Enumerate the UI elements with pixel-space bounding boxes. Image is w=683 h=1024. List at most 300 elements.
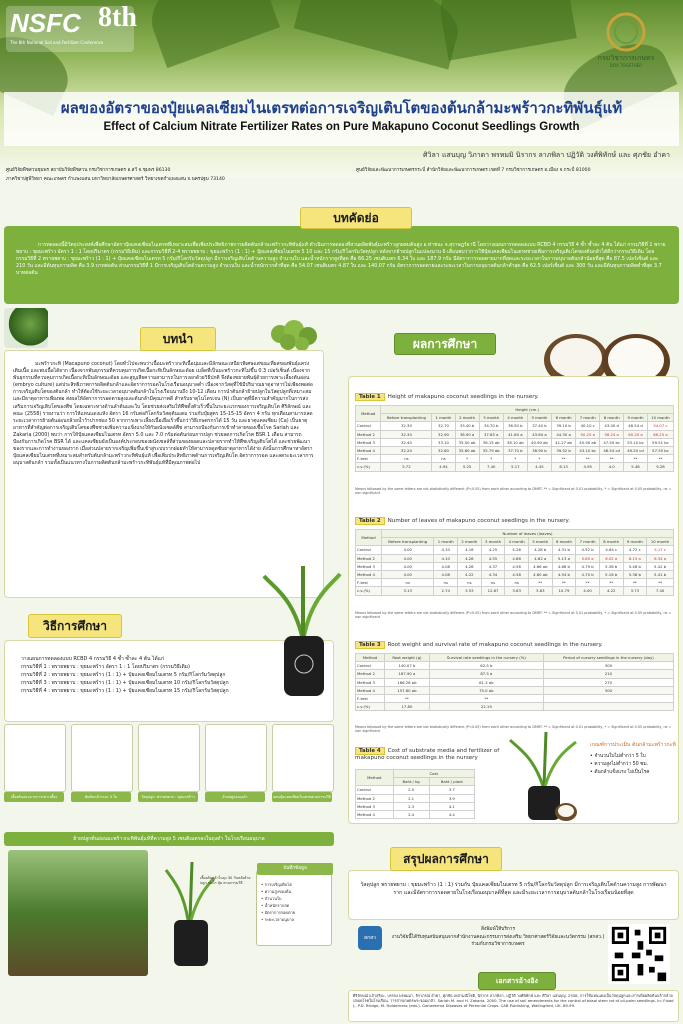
table-row [356,686,674,694]
coconut-cluster-photo [266,306,322,352]
table-cell: 41.80 a [503,430,527,438]
table-row [356,562,674,570]
table4-label [355,747,515,761]
table-cell: 4.66 b [552,562,576,570]
col-header: 1 month [434,538,458,546]
table-row [356,587,674,595]
doa-name: กรมวิชาการเกษตร [597,54,655,62]
nursery-photo [8,850,148,976]
col-header: 3 month [481,538,505,546]
table-cell: 32.80 [432,447,455,455]
row-header: Method 3 [356,438,381,446]
sponsor-line1: สิ่งพิมพ์ให้บริการ [480,927,516,932]
table-cell: 4.56 [505,562,529,570]
table-cell [543,703,673,711]
table1-tag: Table 1 [355,393,385,401]
col-header: Period of nursery seedlings in the nursery (day) [543,654,673,662]
table3-label [355,641,603,649]
table-cell: 66.25 a [647,430,673,438]
table-cell: 4.54 b [552,571,576,579]
table-cell: 6.34 a [647,554,674,562]
doa-logo-icon [588,10,664,70]
table-cell: 4.28 b [528,546,552,554]
table-cell: 4.10 [434,554,458,562]
table-cell: 5.17 [503,463,527,471]
row-header: Method 3 [356,562,382,570]
row-header: c.v.(%) [356,587,382,595]
step-caption-2: วัสดุปลูก: พรายพยาบ : ขุยมะพร้าว [138,792,198,802]
col-header: 7 month [576,538,600,546]
table-cell: 2.74 [434,587,458,595]
table-cell: 5.60 a [576,554,600,562]
row-header: Method 4 [356,447,381,455]
table-cell: 6.02 a [599,554,623,562]
col-header: Survival rate seedlings in the nursery (%) [429,654,543,662]
table-cell: 4.08 [434,571,458,579]
table-cell: 4.79 b [576,562,600,570]
sample-note: เลี้ยงต้นกล้าในถุง 30 วันหลังย้ายปลูก รดน้ำ ปุ๋ย ตามกรรมวิธี [200,876,251,885]
table-cell: 60.20 a [624,430,648,438]
row-header: Method 2 [356,670,385,678]
seedling-sample-photo [158,850,248,970]
table-cell: 41.27 ab [552,438,576,446]
seedling-bag-photo [262,556,342,706]
table1 [355,405,674,472]
table-cell: 4.95 [576,463,600,471]
table-cell: 32.30 [381,430,432,438]
quality-criteria [590,742,678,822]
col-header: 6 month [552,414,576,422]
table-cell: 54.07 c [647,422,673,430]
table-cell: 5.13 a [552,554,576,562]
table-cell: 49.20 cd [624,447,648,455]
table2-tag: Table 2 [355,517,385,525]
table-cell: 4.72 c [623,546,647,554]
table-cell: 32.20 [381,447,432,455]
table-cell: 2.4 [393,811,429,819]
affiliation-1: ศูนย์วิจัยพืชสวนชุมพร สถาบันวิจัยพืชสวน กรมวิชาการเกษตร อ.สวี จ.ชุมพร 86130 [6,168,171,173]
table-cell: 62.5 b [429,662,543,670]
table-cell: ns [505,579,529,587]
step-photo-4 [272,724,334,792]
table-cell: 3.13 [382,587,434,595]
table-cell: 4.00 [382,562,434,570]
step-photo-3 [205,724,267,792]
quality-title: เกณฑ์การประเมิน ต้นกล้ามะพร้าวกะทิ [590,742,676,748]
table-cell: ns [458,579,482,587]
row-header: Method 4 [356,571,382,579]
table-cell: 2.0 [393,786,429,794]
title-thai: ผลของอัตราของปุ๋ยแคลเซียมไนเตรทต่อการเจริญเติบโตของต้นกล้ามะพร้าวกะทิพันธุ์แท้ [60,99,623,117]
table-cell: ** [647,455,673,463]
table-cell: 4.64 c [599,546,623,554]
row-header: Method 4 [356,811,394,819]
col-header: 10 month [647,414,673,422]
summary-box [348,870,679,920]
table-cell: 33.10 [432,438,455,446]
nsfc-logo-text: NSFC [10,8,81,38]
table-cell: 17.80 [385,703,430,711]
table-cell: 5.38 b [623,571,647,579]
step-caption-4: ผสมปุ๋ยแคลเซียมไนเตรทตามกรรมวิธี [272,792,332,802]
row-header: Control [356,422,381,430]
table3-note: Means followed by the same letters are not statistically different (P<0.05) from each other according to DMRT. ** = Significant at 0.01 probability, * = Significant at 0.05 probability, ns = non significant [355,725,672,733]
table-row [356,463,674,471]
row-header: Method 2 [356,430,381,438]
table-cell: 3.53 [458,587,482,595]
table-row [356,695,674,703]
table-cell: 35.79 ab [479,447,503,455]
measure-item: • อัตราการรอดตาย [261,910,296,915]
table-cell: 56.24 a [600,430,624,438]
result-seedling-photo [508,726,578,824]
table-cell: 4.00 [576,587,600,595]
table-cell: 5.16 b [599,571,623,579]
table-cell: ** [623,579,647,587]
row-header: F-test [356,695,385,703]
table-cell: 43.60 a [527,430,551,438]
step-caption-1: คัดต้นกล้าระยะ 3 ใบ [71,792,131,802]
col-header: 9 month [623,538,647,546]
col-header: 6 month [552,538,576,546]
references-box [348,990,679,1022]
table-cell: 38.90 b [527,447,551,455]
table-row [356,802,475,810]
table2 [355,529,674,596]
table-cell: 59.51 bc [647,438,673,446]
table-cell: ** [647,579,674,587]
table-cell: 22.19 [429,703,543,711]
table4 [355,769,475,819]
table-cell: 4.66 [505,554,529,562]
measure-item: • การเจริญเติบโต [261,882,292,887]
col-header: Baht / kg [393,778,429,786]
group-header: Height (cm.) [381,406,674,414]
col-header: Baht / plant [429,778,474,786]
table-cell: 10.79 [552,587,576,595]
table-cell: 46.54 cd [600,447,624,455]
step-photo-0 [4,724,66,792]
table-cell: 4.22 [458,571,482,579]
table-row [356,811,475,819]
table-cell: ** [576,579,600,587]
table-cell: 43.10 bc [576,447,600,455]
measurement-title: บันทึกข้อมูล [257,863,333,875]
table-cell: 5.41 b [647,571,674,579]
authors: ศิวิลา แสนบุญ วิภาดา พรหมมิ นิรากร ลาภพิลา ปฏิวัติ วงศ์พิทักษ์ และ ศุภชัย อำคา [423,151,670,159]
method-line-2: กรรมวิธีที่ 2 : พรายพยาบ : ขุยมะพร้าว (1 : 1) + ปุ๋ยแคลเซียมไนเตรท 5 กรัม/กิโลกรัมวัสดุปลูก [21,672,226,678]
table-cell: 4.1 [429,802,474,810]
steps-banner: ย้ายปลูกต้นอ่อนมะพร้าวกะทิพันธุ์แท้ที่ความสูง 5 เซนติเมตรลงในถุงดำ ในโรงเรือนอนุบาล [4,832,334,846]
table-cell: 140.07 b [385,662,430,670]
table-cell: 4.60 ab [528,571,552,579]
table-cell: 4.34 [481,571,505,579]
table-cell: 3.7 [429,786,474,794]
table-row [356,579,674,587]
quality-item: • ความสูงไม่ต่ำกว่า 50 ซม. [590,762,649,767]
table-cell: * [503,455,527,463]
seedling-photo [4,308,48,348]
table-row [356,554,674,562]
table-cell [543,695,673,703]
table-cell: 4.58 [505,571,529,579]
col-header: Before transplanting [382,538,434,546]
table-cell: 5.17 c [647,546,674,554]
table-cell: 4.10 [434,546,458,554]
table-cell: 4.94 [432,463,455,471]
table1-label [355,393,539,401]
method-line-4: กรรมวิธีที่ 4 : พรายพยาบ : ขุยมะพร้าว (1 : 1) + ปุ๋ยแคลเซียมไนเตรท 15 กรัม/กิโลกรัมวัสดุปลูก [21,688,229,694]
table1-note: Means followed by the same letters are not statistically different (P<0.05) from each other according to DMRT. ** = Significant at 0.01 probability, * = Significant at 0.05 probability, ns = non significant [355,487,672,495]
table-row [356,670,674,678]
row-header: Method 2 [356,794,394,802]
table-cell: 3.83 [528,587,552,595]
table-cell: ** [528,579,552,587]
abstract-text: การทดลองนี้มีวัตถุประสงค์เพื่อศึกษาอัตราปุ๋ยแคลเซียมไนเตรทที่เหมาะสมเพื่อเพิ่มประสิทธิภาพการผลิตต้นกล้ามะพร้าวกะทิพันธุ์แท้ ดำเนินการทดลองที่สวนผลิตพันธุ์มะพร้าวลูกผสมต้นสูง อ.ท่าชนะ จ.สุราษฎร์ธานี โดยวางแผนการทดลองแบบ RCBD 4 กรรมวิธี 4 ซ้ำ ซ้ำละ 4 ต้น ได้แก่ กรรมวิธีที่ 1 พรายพยาบ : ขุยมะพร้าว อัตรา 1 : 1 โดยปริมาตร (กรรมวิธีเดิม) และกรรมวิธีที่ 2-4 พรายพยาบ : ขุยมะพร้าว (1 : 1) + ปุ๋ยแคลเซียมไนเตรท 5 10 และ 15 กรัม/กิโลกรัมวัสดุปลูก หลังจากย้ายปลูกในแปลงนาน 6 เดือนพบว่าการใช้ปุ๋ยแคลเซียมไนเตรทช่วยเพิ่มการเจริญเติบโตของต้นกล้าได้ดีกว่ากรรมวิธีเดิม โดยกรรมวิธีที่ 2 พรายพยาบ : ขุยมะพร้าว (1 : 1) + ปุ๋ยแคลเซียมไนเตรท 5 กรัม/กิโลกรัมวัสดุปลูก มีการเจริญเติบโตด้านความสูง จำนวนใบ และน้ำหนักรากสูงที่สุด คือ 66.25 เซนติเมตร 6.34 ใบ และ 187.9 กรัม มีอัตราการรอดตายมากที่สุดและระยะเวลาในการอนุบาลต้นกล้าน้อยที่สุด คือ 87.5 เปอร์เซ็นต์ และ 210 วัน และมีต้นทุนการผลิต คือ 3.9 บาทต่อต้น ส่วนกรรมวิธีที่ 1 มีการเจริญเติบโตด้านความสูง จำนวนใบ และน้ำหนักรากต่ำที่สุด คือ 54.07 เซนติเมตร 4.87 ใบ และ 140.07 กรัม อัตราการรอดตายและระยะเวลาในการอนุบาลต้นกล้าต่ำสุด คือ 62.5 เปอร์เซ็นต์ และ 300 วัน และมีต้นทุนการผลิตต่ำที่สุด 3.7 บาทต่อต้น [16,242,666,276]
title-english: Effect of Calcium Nitrate Fertilizer Rates on Pure Makapuno Coconut Seedlings Growth [103,121,580,133]
row-header: Method 3 [356,678,385,686]
table-row [356,546,674,554]
table-cell: 4.31 b [552,546,576,554]
table4-tag: Table 4 [355,747,385,755]
table-cell: 4.66 ab [528,562,552,570]
affiliation-2: ศูนย์วิจัยและพัฒนาการเกษตรกระบี่ สำนักวิจัยและพัฒนาการเกษตร เขตที่ 7 กรมวิชาการเกษตร อ.เมือง จ.กระบี่ 81000 [356,168,591,173]
quality-item: • จำนวนใบไม่ต่ำกว่า 5 ใบ [590,754,646,759]
table-row [356,430,674,438]
row-header: F-test [356,455,381,463]
col-header: 7 month [576,414,600,422]
table-cell: 57.55 bc [647,447,673,455]
table-cell: 2.1 [393,794,429,802]
table-cell: 36.15 ab [479,438,503,446]
qr-code-icon[interactable] [608,924,670,984]
col-header: Root weight (g) [385,654,430,662]
sponsor-line2: งานวิจัยนี้ได้รับทุนสนับสนุนจากสำนักงานคณะกรรมการส่งเสริม วิทยาศาสตร์วิจัยและนวัตกรรม (สกสว.) ร่วมกับกรมวิชาการเกษตร [391,935,605,947]
col-header: 2 month [455,414,479,422]
table-cell: 50.20 a [576,430,600,438]
table-cell: 40.10 c [576,422,600,430]
doa-sub: DOA TOGETHER [609,63,643,68]
table-cell: 6.15 a [623,554,647,562]
col-header: 4 month [505,538,529,546]
table-cell: 45.90 ab [576,438,600,446]
table-cell: 46.54 d [624,422,648,430]
table2-note: Means followed by the same letters are not statistically different (P<0.05) from each other according to DMRT. ** = Significant at 0.01 probability, * = Significant at 0.05 probability, ns = non significant [355,611,672,619]
table-cell: 12.87 [481,587,505,595]
step-caption-3: ย้ายปลูกลงถุงดำ [205,792,265,802]
table-cell: 6.13 [552,463,576,471]
table-cell: ** [429,695,543,703]
nsfc-edition: 8th [98,2,137,33]
table-cell: 7.40 [647,587,674,595]
group-header: Cost [393,770,475,778]
col-header: 8 month [599,538,623,546]
table-cell: 4.37 [481,562,505,570]
table-cell: 5.25 [455,463,479,471]
table2-caption: Number of leaves of makapuno coconut seedlings in the nursery. [387,518,570,524]
table-cell: 4.0 [600,463,624,471]
table-cell: ns [381,455,432,463]
table-cell: ** [552,455,576,463]
table-row [356,571,674,579]
table-cell: 4.00 [382,571,434,579]
table-cell: 5.38 b [599,562,623,570]
row-header: Method 4 [356,686,385,694]
table-cell: 32.70 [432,422,455,430]
row-header: Method 2 [356,554,382,562]
row-header: F-test [356,579,382,587]
abstract-box [4,226,679,304]
table-cell: 75.0 ab [429,686,543,694]
table1-caption: Height of makapuno coconut seedlings in the nursery. [387,394,539,400]
table-cell: 3.9 [429,794,474,802]
table-cell: * [527,455,551,463]
table-cell: 44.30 a [552,430,576,438]
table-cell: 36.90 a [455,430,479,438]
table-cell: 4.52 b [576,546,600,554]
measure-item: • จำนวนใบ [261,896,282,901]
table-cell: 210 [543,670,673,678]
table-cell: 32.90 [432,430,455,438]
col-header: 5 month [527,414,551,422]
col-header: 4 month [503,414,527,422]
row-header: c.v.(%) [356,703,385,711]
step-photo-2 [138,724,200,792]
col-header: 8 month [600,414,624,422]
table-cell: 4.28 [458,562,482,570]
table-cell: ns [434,579,458,587]
tsri-logo: สกสว [358,926,382,950]
table-cell: 34.70 b [479,422,503,430]
results-heading: ผลการศึกษา [394,333,496,355]
col-header: Before transplanting [381,414,432,422]
methods-heading: วิธีการศึกษา [28,614,122,638]
table3-caption: Root weight and survival rate of makapuno coconut seedlings in the nursery. [387,642,603,648]
table-cell: 32.30 [381,422,432,430]
col-header: 5 month [528,538,552,546]
table-cell: ** [552,579,576,587]
table-cell: ** [385,695,430,703]
table-row [356,786,475,794]
nsfc-logo-sub: The 8th National Soil and Fertilizer Conference [10,40,104,45]
col-header: Method [356,654,385,662]
table-cell: 166.26 ab [385,678,430,686]
table-cell: ns [382,579,434,587]
group-header: Number of leaves (leaves) [382,530,674,538]
table-cell: 4.22 [599,587,623,595]
table-cell: 38.10 ab [503,438,527,446]
sponsor-box [350,924,650,954]
abstract-heading: บทคัดย่อ [300,207,412,229]
table-row [356,703,674,711]
table-cell: 5.72 [381,463,432,471]
table-cell: 3.63 [505,587,529,595]
table-cell: ** [624,455,648,463]
table-cell: 4.16 [458,546,482,554]
table-cell: 270 [543,678,673,686]
references-text: ศิริลักษณ์ แก้วสุริยะ, บรรจง พรหมมา, จิราภรณ์ อำคา, ศุภชัย เหล่ามณีโชติ, นิรากร ลาภพิลา, ปฏิวัติ วงศ์พิทักษ์ และ ศิวิลา แสนบุญ. 2558. การใช้แหนแดงเป็นวัสดุปลูกและสารเพื่อผลิตต้นกล้ากล้วยปลอดโรคในโรงเรือน. วารสารเกษตรพระจอมเกล้า. Sariah M. and H. Zakaria. 2000. The use of soil amendments for the control of basal stem rot of oil-palm seedlings. In: Flood J., P.D. Bridge, M. Holderness (eds.). Ganoderma Diseases of Perennial Crops. CAB Publishing, Wallingford, UK. 89-99. [353,993,674,1008]
col-header: Method [356,530,382,546]
table-cell: 9.28 [647,463,673,471]
table-cell: 4.62 a [528,554,552,562]
table-cell: 5.48 [624,463,648,471]
method-line-0: วางแผนการทดลองแบบ RCBD 4 กรรมวิธี 4 ซ้ำ ซ้ำละ 4 ต้น ได้แก่ [21,656,164,662]
table-cell: 4.55 [481,554,505,562]
col-header: 1 month [432,414,455,422]
table-cell: 40.90 ab [527,438,551,446]
table-cell: 4.00 [382,554,434,562]
table-cell: 43.00 d [600,422,624,430]
table-cell: 7.40 [479,463,503,471]
table-cell: 4.08 [434,562,458,570]
col-header: 3 month [479,414,503,422]
affiliation-3: ภาควิชาปฐพีวิทยา คณะเกษตร กำแพงแสน มหาวิทยาลัยเกษตรศาสตร์ วิทยาเขตกำแพงแสน จ.นครปฐม 73140 [6,177,225,182]
table-cell: 87.5 a [429,670,543,678]
summary-heading: สรุปผลการศึกษา [390,847,502,871]
table-cell: ** [576,455,600,463]
table-cell: 4.00 [382,546,434,554]
table-cell: 39.52 b [552,447,576,455]
table-cell: 5.42 b [647,562,674,570]
measure-item: • ความสูงของต้น [261,889,292,894]
table-cell: * [455,455,479,463]
table-row [356,422,674,430]
method-line-1: กรรมวิธีที่ 1 : พรายพยาบ : ขุยมะพร้าว อัตรา 1 : 1 โดยปริมาตร (กรรมวิธีเดิม) [21,664,190,670]
col-header: Method [356,406,381,422]
table-cell: 53.10 bc [624,438,648,446]
table-cell: 2.3 [393,802,429,810]
table-cell: 4.26 [505,546,529,554]
row-header: Control [356,786,394,794]
table-cell: 37.70 b [503,447,527,455]
table-cell: * [479,455,503,463]
table-cell: 37.85 a [479,430,503,438]
table-cell: 35.60 ab [455,447,479,455]
table-row [356,662,674,670]
table-cell: 4.4 [429,811,474,819]
table-cell: 5.46 b [623,562,647,570]
col-header: 10 month [647,538,674,546]
col-header: Method [356,770,394,786]
table-cell: ns [481,579,505,587]
table3 [355,653,674,711]
references-heading: เอกสารอ้างอิง [478,972,556,990]
table-cell: 35.50 ab [455,438,479,446]
table3-tag: Table 3 [355,641,385,649]
table-row [356,447,674,455]
measure-item: • ระยะเวลาอนุบาล [261,917,295,922]
table-row [356,438,674,446]
table-cell: ns [432,455,455,463]
table-cell: 81.3 ab [429,678,543,686]
table-cell: 33.40 b [455,422,479,430]
table-row [356,455,674,463]
row-header: Control [356,662,385,670]
row-header: c.v.(%) [356,463,381,471]
summary-text: วัสดุปลูก พรายพยาบ : ขุยมะพร้าว (1 : 1) ร่วมกับ ปุ๋ยแคลเซียมไนเตรท 5 กรัม/กิโลกรัมวัสดุปลูก มีการเจริญเติบโตด้านความสูง การพัฒนาราก และมีอัตราการรอดตายในโรงเรือนอนุบาลดีที่สุด และมีระยะเวลาการอนุบาลต้นกล้าในโรงเรือนน้อยที่สุด [360,882,667,896]
quality-item: • ต้นกล้าแข็งแรง ไม่เป็นโรค [590,770,650,775]
row-header: Control [356,546,382,554]
table-cell: 4.28 [458,554,482,562]
col-header: 9 month [624,414,648,422]
table-cell: 47.50 bc [600,438,624,446]
table-cell: 32.40 [381,438,432,446]
measure-item: • น้ำหนักรากสด [261,903,290,908]
intro-heading: บทนำ [140,327,216,351]
table-cell: 36.50 b [503,422,527,430]
table-row [356,678,674,686]
table4-caption: Cost of substrate media and fertilizer of makapuno coconut seedlings in the nursery [355,748,500,761]
